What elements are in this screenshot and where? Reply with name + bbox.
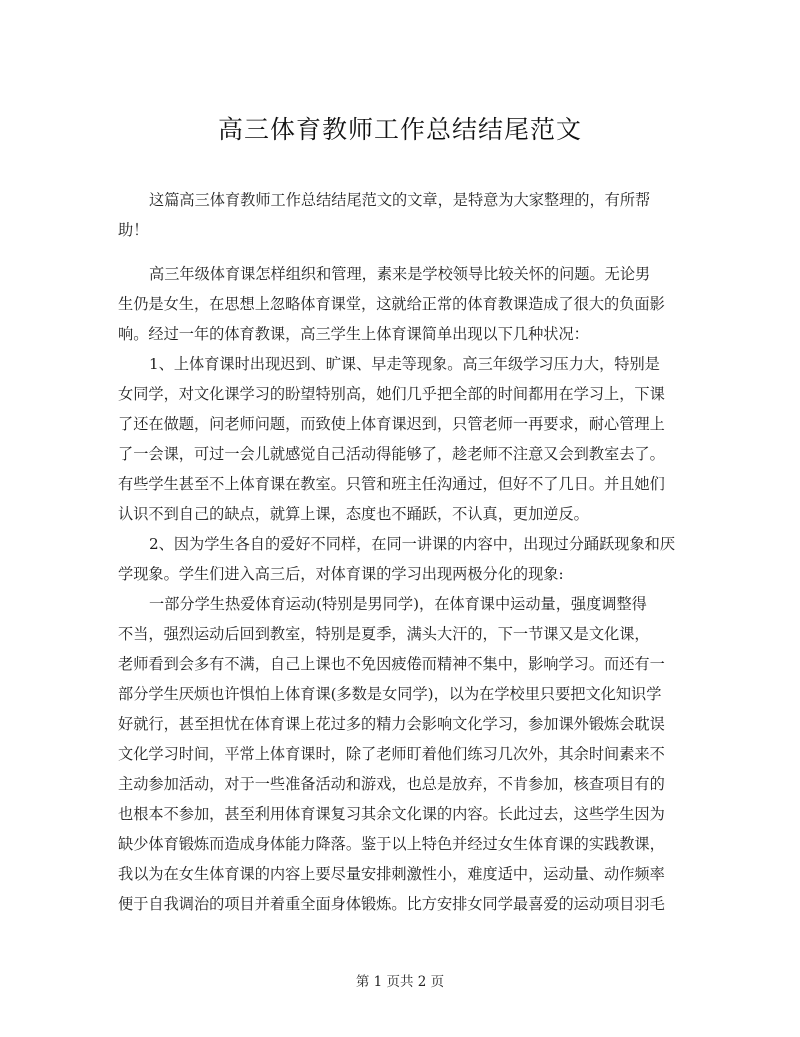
paragraph-intro: [118, 185, 658, 245]
paragraph-overview: [118, 259, 665, 349]
page-number-footer: 第 1 页共 2 页: [355, 974, 445, 990]
text-line: 有些学生甚至不上体育课在教室。只管和班主任沟通过，但好不了几日。并且她们: [118, 475, 665, 493]
text-line: 这篇高三体育教师工作总结结尾范文的文章，是特意为大家整理的，有所帮: [149, 191, 651, 209]
text-line: 1、上体育课时出现迟到、旷课、早走等现象。高三年级学习压力大，特别是: [149, 355, 660, 373]
text-line: 了一会课，可过一会儿就感觉自己活动得能够了，趁老师不注意又会到教室去了。: [118, 445, 665, 463]
text-line: 我以为在女生体育课的内容上要尽量安排刺激性小，难度适中，运动量、动作频率: [118, 865, 665, 883]
text-line: 2、因为学生各自的爱好不同样，在同一讲课的内容中，出现过分踊跃现象和厌: [149, 535, 676, 553]
text-line: 主动参加活动，对于一些准备活动和游戏，也总是放弃，不肯参加，核查项目有的: [118, 775, 665, 793]
text-line: 老师看到会多有不满，自己上课也不免因疲倦而精神不集中，影响学习。而还有一: [118, 655, 665, 673]
text-line: 女同学，对文化课学习的盼望特别高，她们几乎把全部的时间都用在学习上，下课: [118, 385, 665, 403]
text-line: 了还在做题，问老师问题，而致使上体育课迟到，只管老师一再要求，耐心管理上: [118, 415, 665, 433]
text-line: 认识不到自己的缺点，就算上课，态度也不踊跃，不认真，更加逆反。: [118, 505, 589, 523]
document-body: [118, 185, 676, 919]
paragraph-point-1: [118, 349, 665, 529]
text-line: 一部分学生热爱体育运动(特别是男同学)，在体育课中运动量，强度调整得: [149, 595, 647, 613]
text-line: 不当，强烈运动后回到教室，特别是夏季，满头大汗的，下一节课又是文化课，: [118, 625, 650, 643]
paragraph-detail: [118, 589, 665, 919]
text-line: 便于自我调治的项目并着重全面身体锻炼。比方安排女同学最喜爱的运动项目羽毛: [118, 895, 665, 913]
text-line: 文化学习时间，平常上体育课时，除了老师盯着他们练习几次外，其余时间素来不: [118, 745, 665, 763]
text-line: 好就行，甚至担忧在体育课上花过多的精力会影响文化学习，参加课外锻炼会耽误: [118, 715, 665, 733]
text-line: 响。经过一年的体育教课，高三学生上体育课简单出现以下几种状况：: [118, 325, 589, 343]
text-line: 也根本不参加，甚至利用体育课复习其余文化课的内容。长此过去，这些学生因为: [118, 805, 665, 823]
document-title: 高三体育教师工作总结结尾范文: [217, 115, 582, 144]
text-line: 高三年级体育课怎样组织和管理，素来是学校领导比较关怀的问题。无论男: [149, 265, 651, 283]
text-line: 缺少体育锻炼而造成身体能力降落。鉴于以上特色并经过女生体育课的实践教课，: [118, 835, 665, 853]
text-line: 学现象。学生们进入高三后，对体育课的学习出现两极分化的现象:: [118, 565, 564, 583]
text-line: 部分学生厌烦也许惧怕上体育课(多数是女同学)，以为在学校里只要把文化知识学: [118, 685, 662, 703]
text-line: 生仍是女生，在思想上忽略体育课堂，这就给正常的体育教课造成了很大的负面影: [118, 295, 665, 313]
text-line: 助！: [118, 221, 149, 239]
paragraph-point-2: [118, 529, 676, 589]
